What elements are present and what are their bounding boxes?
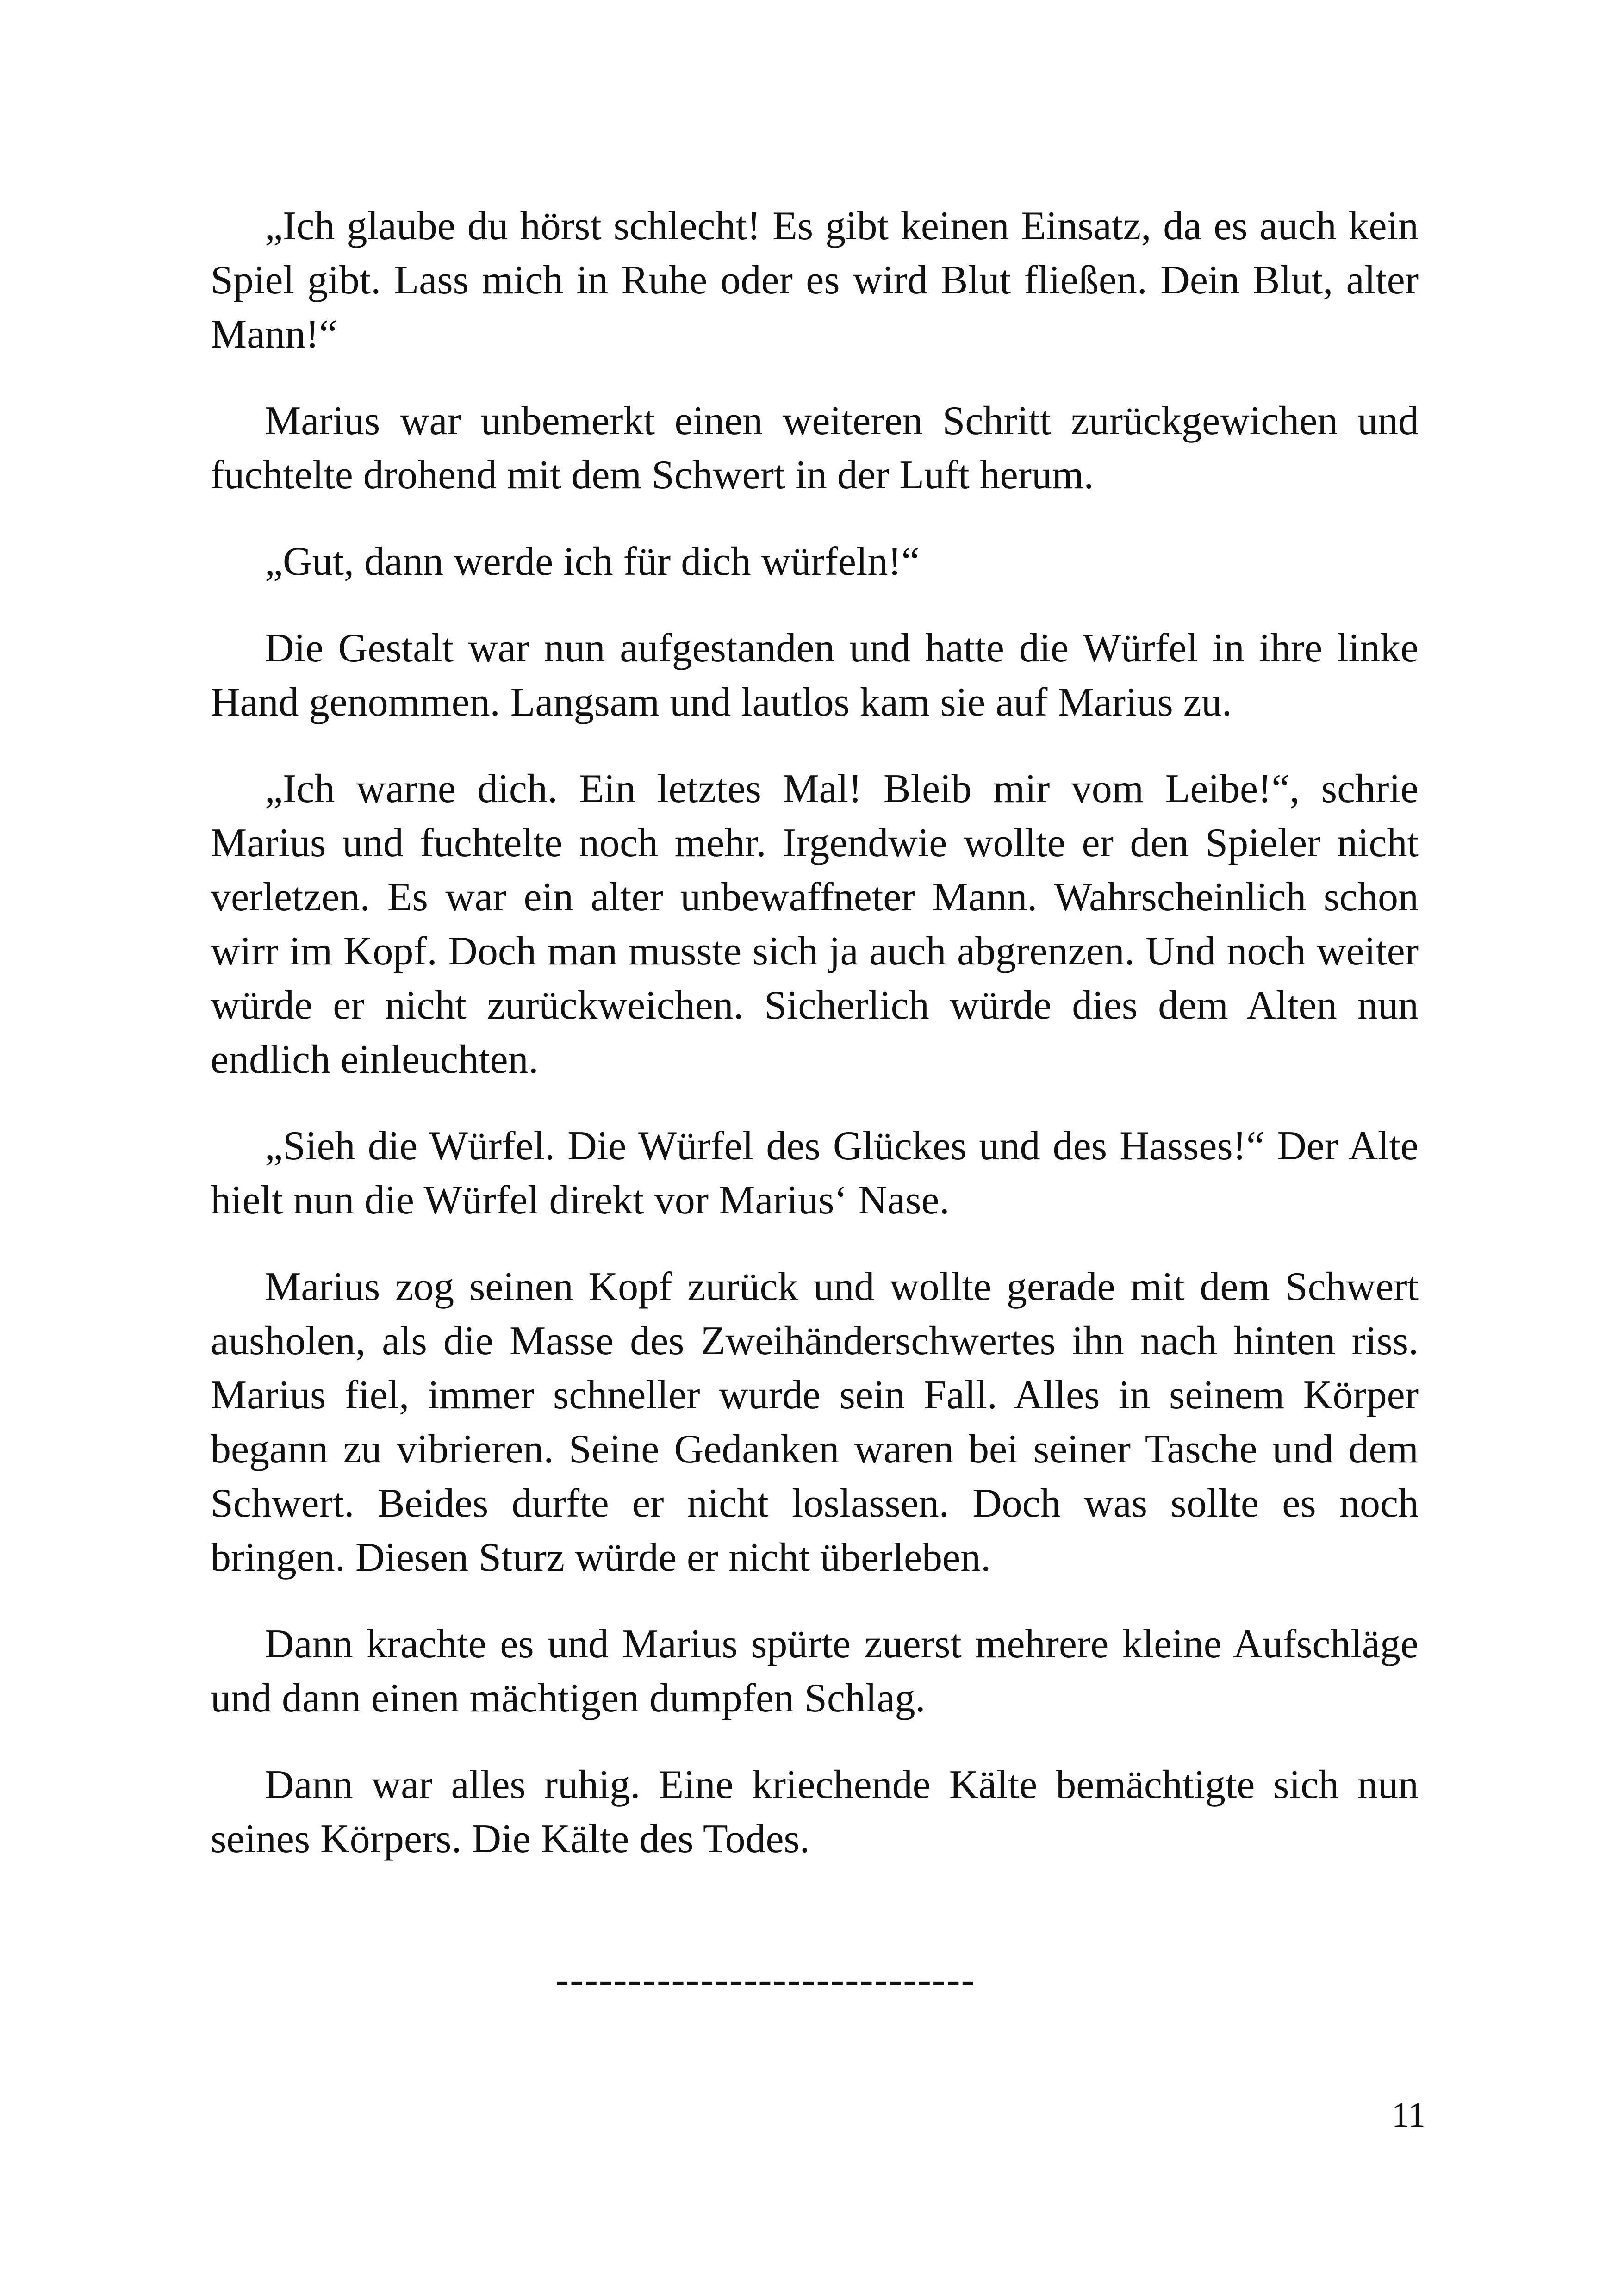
paragraph: Dann war alles ruhig. Eine kriechende Kälte bemächtigte sich nun seines Körpers. Die Kälte des Todes.: [211, 1762, 1419, 1861]
section-separator: -----------------------------: [555, 1957, 976, 2002]
paragraph: „Ich warne dich. Ein letztes Mal! Bleib mir vom Leibe!“, schrie Marius und fuchtelte noch mehr. Irgendwie wollte er den Spieler nicht verletzen. Es war ein alter unbewaffneter Mann. Wahrscheinlich schon wirr im Kopf. Doch man musste sich ja auch abgrenzen. Und noch weiter würde er nicht zurückweichen. Sicherlich würde dies dem Alten nun endlich einleuchten.: [211, 766, 1419, 1082]
paragraph: Die Gestalt war nun aufgestanden und hatte die Würfel in ihre linke Hand genommen. Langsam und lautlos kam sie auf Marius zu.: [211, 626, 1419, 725]
paragraph: „Sieh die Würfel. Die Würfel des Glückes und des Hasses!“ Der Alte hielt nun die Würfel direkt vor Marius‘ Nase.: [211, 1124, 1419, 1223]
paragraph: Dann krachte es und Marius spürte zuerst mehrere kleine Aufschläge und dann einen mächtigen dumpfen Schlag.: [211, 1622, 1419, 1721]
body-text: [211, 199, 1419, 1898]
paragraph: „Ich glaube du hörst schlecht! Es gibt keinen Einsatz, da es auch kein Spiel gibt. Lass mich in Ruhe oder es wird Blut fließen. Dein Blut, alter Mann!“: [211, 204, 1419, 357]
paragraph: Marius war unbemerkt einen weiteren Schritt zurückgewichen und fuchtelte drohend mit dem Schwert in der Luft herum.: [211, 398, 1419, 498]
paragraph: Marius zog seinen Kopf zurück und wollte gerade mit dem Schwert ausholen, als die Masse des Zweihänderschwertes ihn nach hinten riss. Marius fiel, immer schneller wurde sein Fall. Alles in seinem Körper begann zu vibrieren. Seine Gedanken waren bei seiner Tasche und dem Schwert. Beides durfte er nicht loslassen. Doch was sollte es noch bringen. Diesen Sturz würde er nicht überleben.: [211, 1264, 1419, 1580]
paragraph: „Gut, dann werde ich für dich würfeln!“: [265, 539, 920, 584]
page-number: 11: [1391, 2096, 1425, 2134]
